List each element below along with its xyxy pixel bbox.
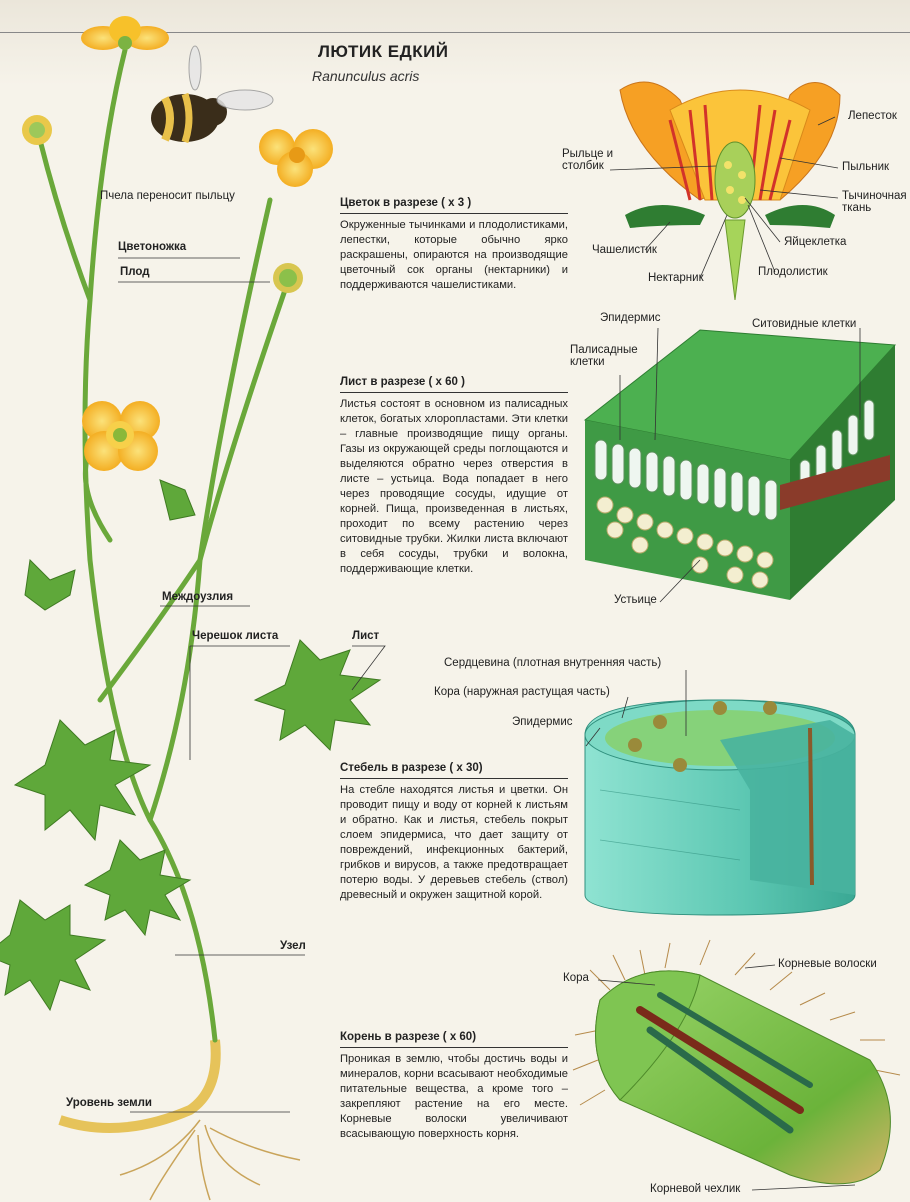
stem-text: На стебле находятся листья и цветки. Он проводит пищу и воду от корней к листьям и обратно. Как и листья, стебель покрыт слоем эпидермиса, что дает защиту от повреждений, инфекционных бактерий, грибков и вирусов, а также предотвращает потерю воды. У деревьев стебель (ствол) древесный и окружен защитной корой. bbox=[340, 784, 568, 901]
root-heading: Корень в разрезе ( x 60) bbox=[340, 1031, 477, 1043]
stem-epidermis-label: Эпидермис bbox=[512, 716, 573, 728]
node-label: Узел bbox=[280, 940, 306, 952]
peduncle-label: Цветоножка bbox=[118, 241, 187, 253]
page-title: ЛЮТИК ЕДКИЙ bbox=[318, 42, 449, 61]
petal-label: Лепесток bbox=[848, 110, 897, 122]
palisade-label: Палисадные клетки bbox=[570, 344, 638, 368]
root-hairs-label: Корневые волоски bbox=[778, 958, 877, 970]
stem-heading: Стебель в разрезе ( x 30) bbox=[340, 762, 483, 774]
ground-level-label: Уровень земли bbox=[66, 1097, 152, 1109]
flower-heading: Цветок в разрезе ( x 3 ) bbox=[340, 197, 472, 209]
ovule-label: Яйцеклетка bbox=[784, 236, 847, 248]
leaf-epidermis-label: Эпидермис bbox=[600, 312, 661, 324]
leaf-section-illustration bbox=[585, 330, 895, 600]
fruit-label: Плод bbox=[120, 266, 150, 278]
flower-text: Окруженные тычинками и плодолистиками, лепестки, которые обычно ярко раскрашены, опираются на производящие цветочный сок органы (нектарники) и поддерживаются чашелистиками. bbox=[340, 219, 568, 291]
root-text: Проникая в землю, чтобы достичь воды и минералов, корни всасывают необходимые питательные вещества, а кроме того – закрепляют растение на его месте. Корневые волоски увеличивают всасывающую поверхность корня. bbox=[340, 1053, 568, 1140]
root-section-illustration bbox=[573, 940, 900, 1184]
leaf-heading: Лист в разрезе ( x 60 ) bbox=[340, 376, 465, 388]
sepal-label: Чашелистик bbox=[592, 244, 657, 256]
leaf-label: Лист bbox=[352, 630, 380, 642]
pith-label: Сердцевина (плотная внутренняя часть) bbox=[444, 657, 662, 669]
root-heading-rule bbox=[340, 1047, 568, 1048]
petiole-label: Черешок листа bbox=[192, 630, 279, 642]
bee-label: Пчела переносит пыльцу bbox=[100, 190, 235, 202]
cortex-label: Кора (наружная растущая часть) bbox=[434, 686, 610, 698]
carpel-label: Плодолистик bbox=[758, 266, 828, 278]
sieve-cells-label: Ситовидные клетки bbox=[752, 318, 857, 330]
stigma-label: Рыльце и столбик bbox=[562, 148, 614, 172]
root-cortex-label: Кора bbox=[563, 972, 589, 984]
stamen-tissue-label: Тычиночная ткань bbox=[842, 190, 907, 214]
stem-heading-rule bbox=[340, 778, 568, 779]
bee-illustration bbox=[151, 46, 273, 142]
plant-base bbox=[60, 1040, 216, 1128]
internodes-label: Междоузлия bbox=[162, 591, 234, 603]
stoma-label: Устьице bbox=[614, 594, 657, 606]
flower-heading-rule bbox=[340, 213, 568, 214]
latin-name: Ranunculus acris bbox=[312, 68, 420, 84]
stem-section-illustration bbox=[585, 700, 855, 915]
plant-roots bbox=[120, 1120, 300, 1200]
nectary-label: Нектарник bbox=[648, 272, 704, 284]
anther-label: Пыльник bbox=[842, 161, 890, 173]
root-cap-label: Корневой чехлик bbox=[650, 1183, 741, 1195]
leaf-text: Листья состоят в основном из палисадных клеток, богатых хлоропластами. Эти клетки – главные производящие пищу органы. Газы из окружающей среды поглощаются и выделяются обратно через отверстия в листе – устьица. Вода попадает в него через проводящие сосуды, идущие от корней. Пища, произведенная в листьях, проходит по всему растению через ситовидные трубки. Жилки листа включают в себя сосуды, трубки и волокна, поддерживающие клетки. bbox=[340, 398, 568, 575]
leaf-heading-rule bbox=[340, 392, 568, 393]
